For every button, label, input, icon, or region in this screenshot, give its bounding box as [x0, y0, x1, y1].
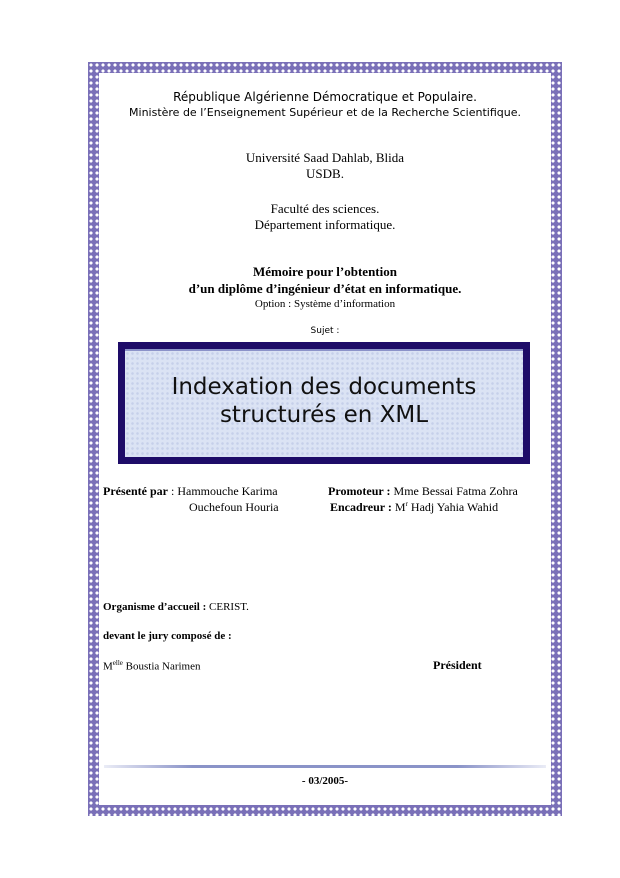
encadreur-name: Hadj Yahia Wahid	[407, 500, 499, 514]
student-2: Ouchefoun Houria	[189, 500, 279, 514]
promoteur-label: Promoteur :	[328, 484, 391, 498]
host-organisation-line	[103, 601, 249, 613]
encadreur-line	[330, 500, 498, 515]
subject-title-line-2: structurés en XML	[219, 402, 429, 428]
presented-by-label: Présenté par	[103, 484, 168, 498]
jury-member-title-sup: elle	[112, 659, 123, 667]
department-name: Département informatique.	[254, 217, 396, 232]
faculty-name: Faculté des sciences.	[270, 201, 380, 216]
memoire-line-1: Mémoire pour l’obtention	[253, 264, 397, 279]
jury-member-title: M	[103, 660, 113, 673]
submission-date: - 03/2005-	[301, 775, 349, 787]
promoteur-name: Mme Bessai Fatma Zohra	[390, 484, 518, 498]
host-organisation-label: Organisme d’accueil :	[103, 601, 207, 613]
encadreur-label: Encadreur :	[330, 500, 392, 514]
jury-member-role: Président	[433, 658, 482, 672]
subject-label: Sujet :	[310, 326, 340, 336]
jury-member	[103, 659, 201, 673]
encadreur-title: M	[391, 500, 406, 514]
jury-member-name: Boustia Narimen	[122, 660, 201, 673]
presented-by-separator: :	[167, 484, 178, 498]
jury-heading: devant le jury composé de :	[103, 630, 232, 642]
subject-title-box	[118, 342, 530, 464]
host-organisation-name: CERIST.	[206, 601, 249, 613]
encadreur-title-sup: r	[405, 500, 408, 508]
republic-heading: République Algérienne Démocratique et Populaire.	[173, 90, 477, 104]
subject-title-panel	[125, 349, 523, 457]
university-abbreviation: USDB.	[306, 166, 344, 181]
subject-title-line-1: Indexation des documents	[171, 374, 477, 400]
student-1: Hammouche Karima	[177, 484, 278, 498]
presented-by-line	[103, 484, 278, 499]
option-line: Option : Système d’information	[254, 298, 396, 310]
promoteur-line	[328, 484, 518, 499]
footer-divider	[104, 765, 546, 768]
university-name: Université Saad Dahlab, Blida	[245, 150, 405, 165]
ministry-heading: Ministère de l’Enseignement Supérieur et de la Recherche Scientifique.	[129, 106, 521, 119]
memoire-line-2: d’un diplôme d’ingénieur d’état en informatique.	[188, 281, 462, 296]
subject-title	[125, 373, 523, 429]
